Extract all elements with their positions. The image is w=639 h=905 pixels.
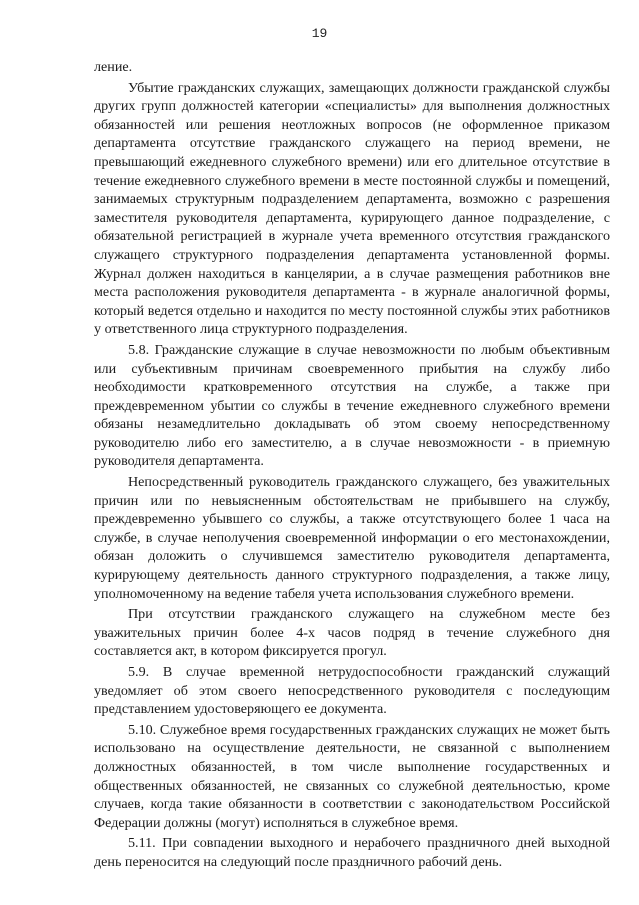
paragraph-5-9: 5.9. В случае временной нетрудоспособности гражданский служащий уведомляет об этом своего непосредственного руководителя с последующим представлением удостоверяющего ее документа. <box>94 664 610 718</box>
paragraph-5-10: 5.10. Служебное время государственных гражданских служащих не может быть использовано на осуществление деятельности, не связанной с выполнением должностных обязанностей, в том числе выполнение государственных и общественных обязанностей, не связанных со служебной деятельностью, кроме случаев, когда такие обязанности в соответствии с законодательством Российской Федерации должны (могут) исполняться в служебное время. <box>94 721 610 831</box>
paragraph-5-8: 5.8. Гражданские служащие в случае невозможности по любым объективным или субъективным причинам своевременного прибытия на службу либо необходимости кратковременного отсутствия на службе, а также при преждевременном убытии со службы в течение ежедневного служебного времени обязаны незамедлительно докладывать об этом своему непосредственному руководителю либо его заместителю, а в случае невозможности - в приемную руководителя департамента. <box>94 341 610 470</box>
paragraph-5-11: 5.11. При совпадении выходного и нерабочего праздничного дней выходной день переносится на следующий после праздничного рабочий день. <box>94 835 610 870</box>
document-body <box>94 58 610 874</box>
page-number: 19 <box>311 26 328 41</box>
paragraph-continuation: ление. <box>94 59 133 75</box>
paragraph: При отсутствии гражданского служащего на служебном месте без уважительных причин более 4-х часов подряд в течение служебного дня составляется акт, в котором фиксируется прогул. <box>94 606 610 660</box>
paragraph: Убытие гражданских служащих, замещающих должности гражданской службы других групп должностей категории «специалисты» для выполнения должностных обязанностей или решения неотложных вопросов (не оформленное приказом департамента отсутствие гражданского служащего на период времени, не превышающий ежедневного служебного времени) или его длительное отсутствие в течение ежедневного служебного времени в месте постоянной службы и помещений, занимаемых структурным подразделением департамента, возможно с разрешения заместителя руководителя департамента, курирующего данное подразделение, с обязательной регистрацией в журнале учета временного отсутствия гражданского служащего структурного подразделения департамента установленной формы. Журнал должен находиться в канцелярии, а в случае размещения работников вне места расположения руководителя департамента - в журнале аналогичной формы, который ведется отдельно и находится по месту постоянной службы этих работников у ответственного лица структурного подразделения. <box>94 79 610 338</box>
paragraph: Непосредственный руководитель гражданского служащего, без уважительных причин или по невыясненным обстоятельствам не прибывшего на службу, преждевременно убывшего со службы, а также отсутствующего более 1 часа на службе, в случае неполучения своевременной информации о его местонахождении, обязан доложить о случившемся заместителю руководителя департамента, курирующему деятельность данного структурного подразделения, а также лицу, уполномоченному на ведение табеля учета использования служебного времени. <box>94 474 610 602</box>
